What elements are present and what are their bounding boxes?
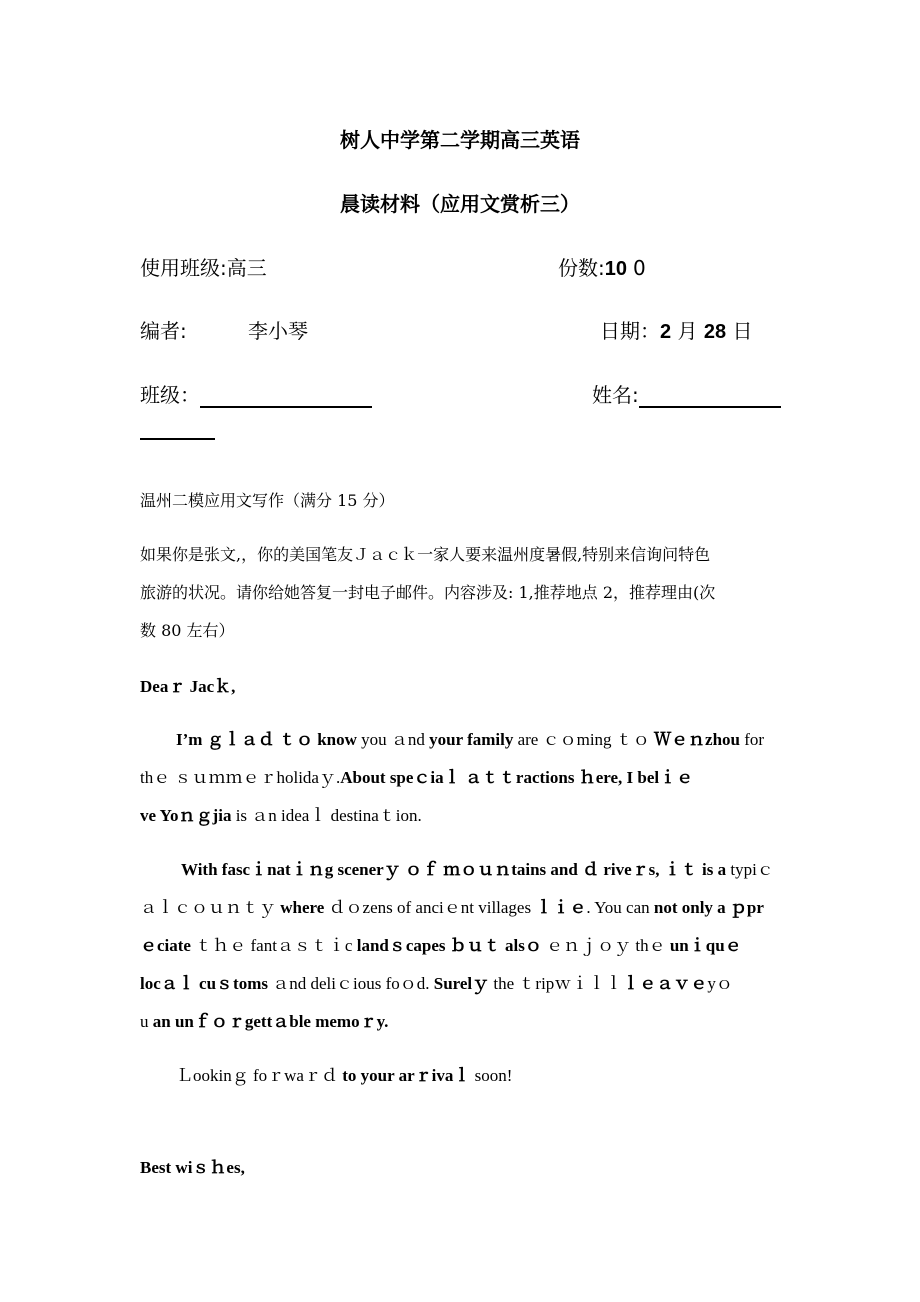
- banji-blank[interactable]: [200, 386, 372, 408]
- editor-value: 李小琴: [248, 319, 308, 343]
- letter-line: ａｌｃｏｕｎｔｙ where ｄｏzens of anciｅnt villages ｌｉｅ. You can not only a ｐpr: [140, 898, 764, 917]
- date-field: [600, 315, 752, 344]
- copies-suffix: 0: [633, 256, 646, 280]
- name-field: [592, 379, 781, 408]
- class-value: 高三: [226, 256, 267, 280]
- banji-label: 班级：: [140, 383, 200, 407]
- copies-label: 份数:: [558, 256, 605, 280]
- date-month-char: 月: [677, 319, 698, 343]
- task-title: 温州二模应用文写作（满分 15 分）: [140, 491, 395, 510]
- banji-field: [140, 379, 372, 408]
- letter-closing: Best wiｓｈes,: [140, 1158, 245, 1177]
- letter-line: With fascｉnatｉｎg scenerｙ ｏｆ ｍｏｕｎtains and ｄ riveｒs, ｉｔ is a typiｃ: [181, 860, 774, 879]
- letter-line: locａｌ cuｓtoms ａnd deliｃious foｏd. Surelｙ the ｔripｗｉｌｌｌｅａｖｅyｏ: [140, 974, 733, 993]
- letter-line: thｅ ｓｕｍｍｅｒholidaｙ.About speｃiaｌ ａｔｔractions ｈere, I belｉｅ: [140, 768, 694, 787]
- letter-line: u an unｆｏｒgettａble memoｒy.: [140, 1012, 389, 1031]
- date-day-char: 日: [732, 319, 753, 343]
- date-day-number: 28: [703, 321, 727, 343]
- task-line: 旅游的状况。请你给她答复一封电子邮件。内容涉及: 1,推荐地点 2，推荐理由(次: [140, 583, 716, 602]
- letter-line: Ｌookinｇ foｒwaｒｄ to your arｒivaｌ soon!: [176, 1066, 513, 1085]
- name-label: 姓名:: [592, 383, 639, 407]
- page-title: 树人中学第二学期高三英语: [340, 128, 580, 152]
- editor-label: 编者:: [140, 319, 187, 343]
- name-blank[interactable]: [639, 386, 781, 408]
- date-month-number: 2: [660, 321, 672, 343]
- letter-line: ｅciate ｔｈｅ fantａｓｔｉc landｓcapes ｂｕｔ alsｏ ｅｎｊｏｙ thｅ unｉquｅ: [140, 936, 742, 955]
- name-blank-continuation[interactable]: [140, 438, 215, 440]
- letter-greeting: Deaｒ Jacｋ,: [140, 677, 236, 696]
- task-line: 数 80 左右）: [140, 621, 235, 640]
- letter-line: I’m ｇｌａｄ ｔｏ know you ａnd your family are ｃｏming ｔｏ Ｗｅｎzhou for: [176, 730, 765, 749]
- copies-value: 10: [604, 258, 627, 280]
- class-label: 使用班级:: [140, 256, 227, 280]
- page-subtitle: 晨读材料（应用文赏析三）: [340, 192, 580, 216]
- letter-line: ve Yoｎｇjia is ａn ideaｌ destinaｔion.: [140, 806, 422, 825]
- class-field: [140, 252, 267, 281]
- copies-field: [558, 252, 646, 281]
- task-line: 如果你是张文,，你的美国笔友Ｊａｃｋ一家人要来温州度暑假,特别来信询问特色: [140, 545, 711, 564]
- date-label: 日期：: [600, 319, 660, 343]
